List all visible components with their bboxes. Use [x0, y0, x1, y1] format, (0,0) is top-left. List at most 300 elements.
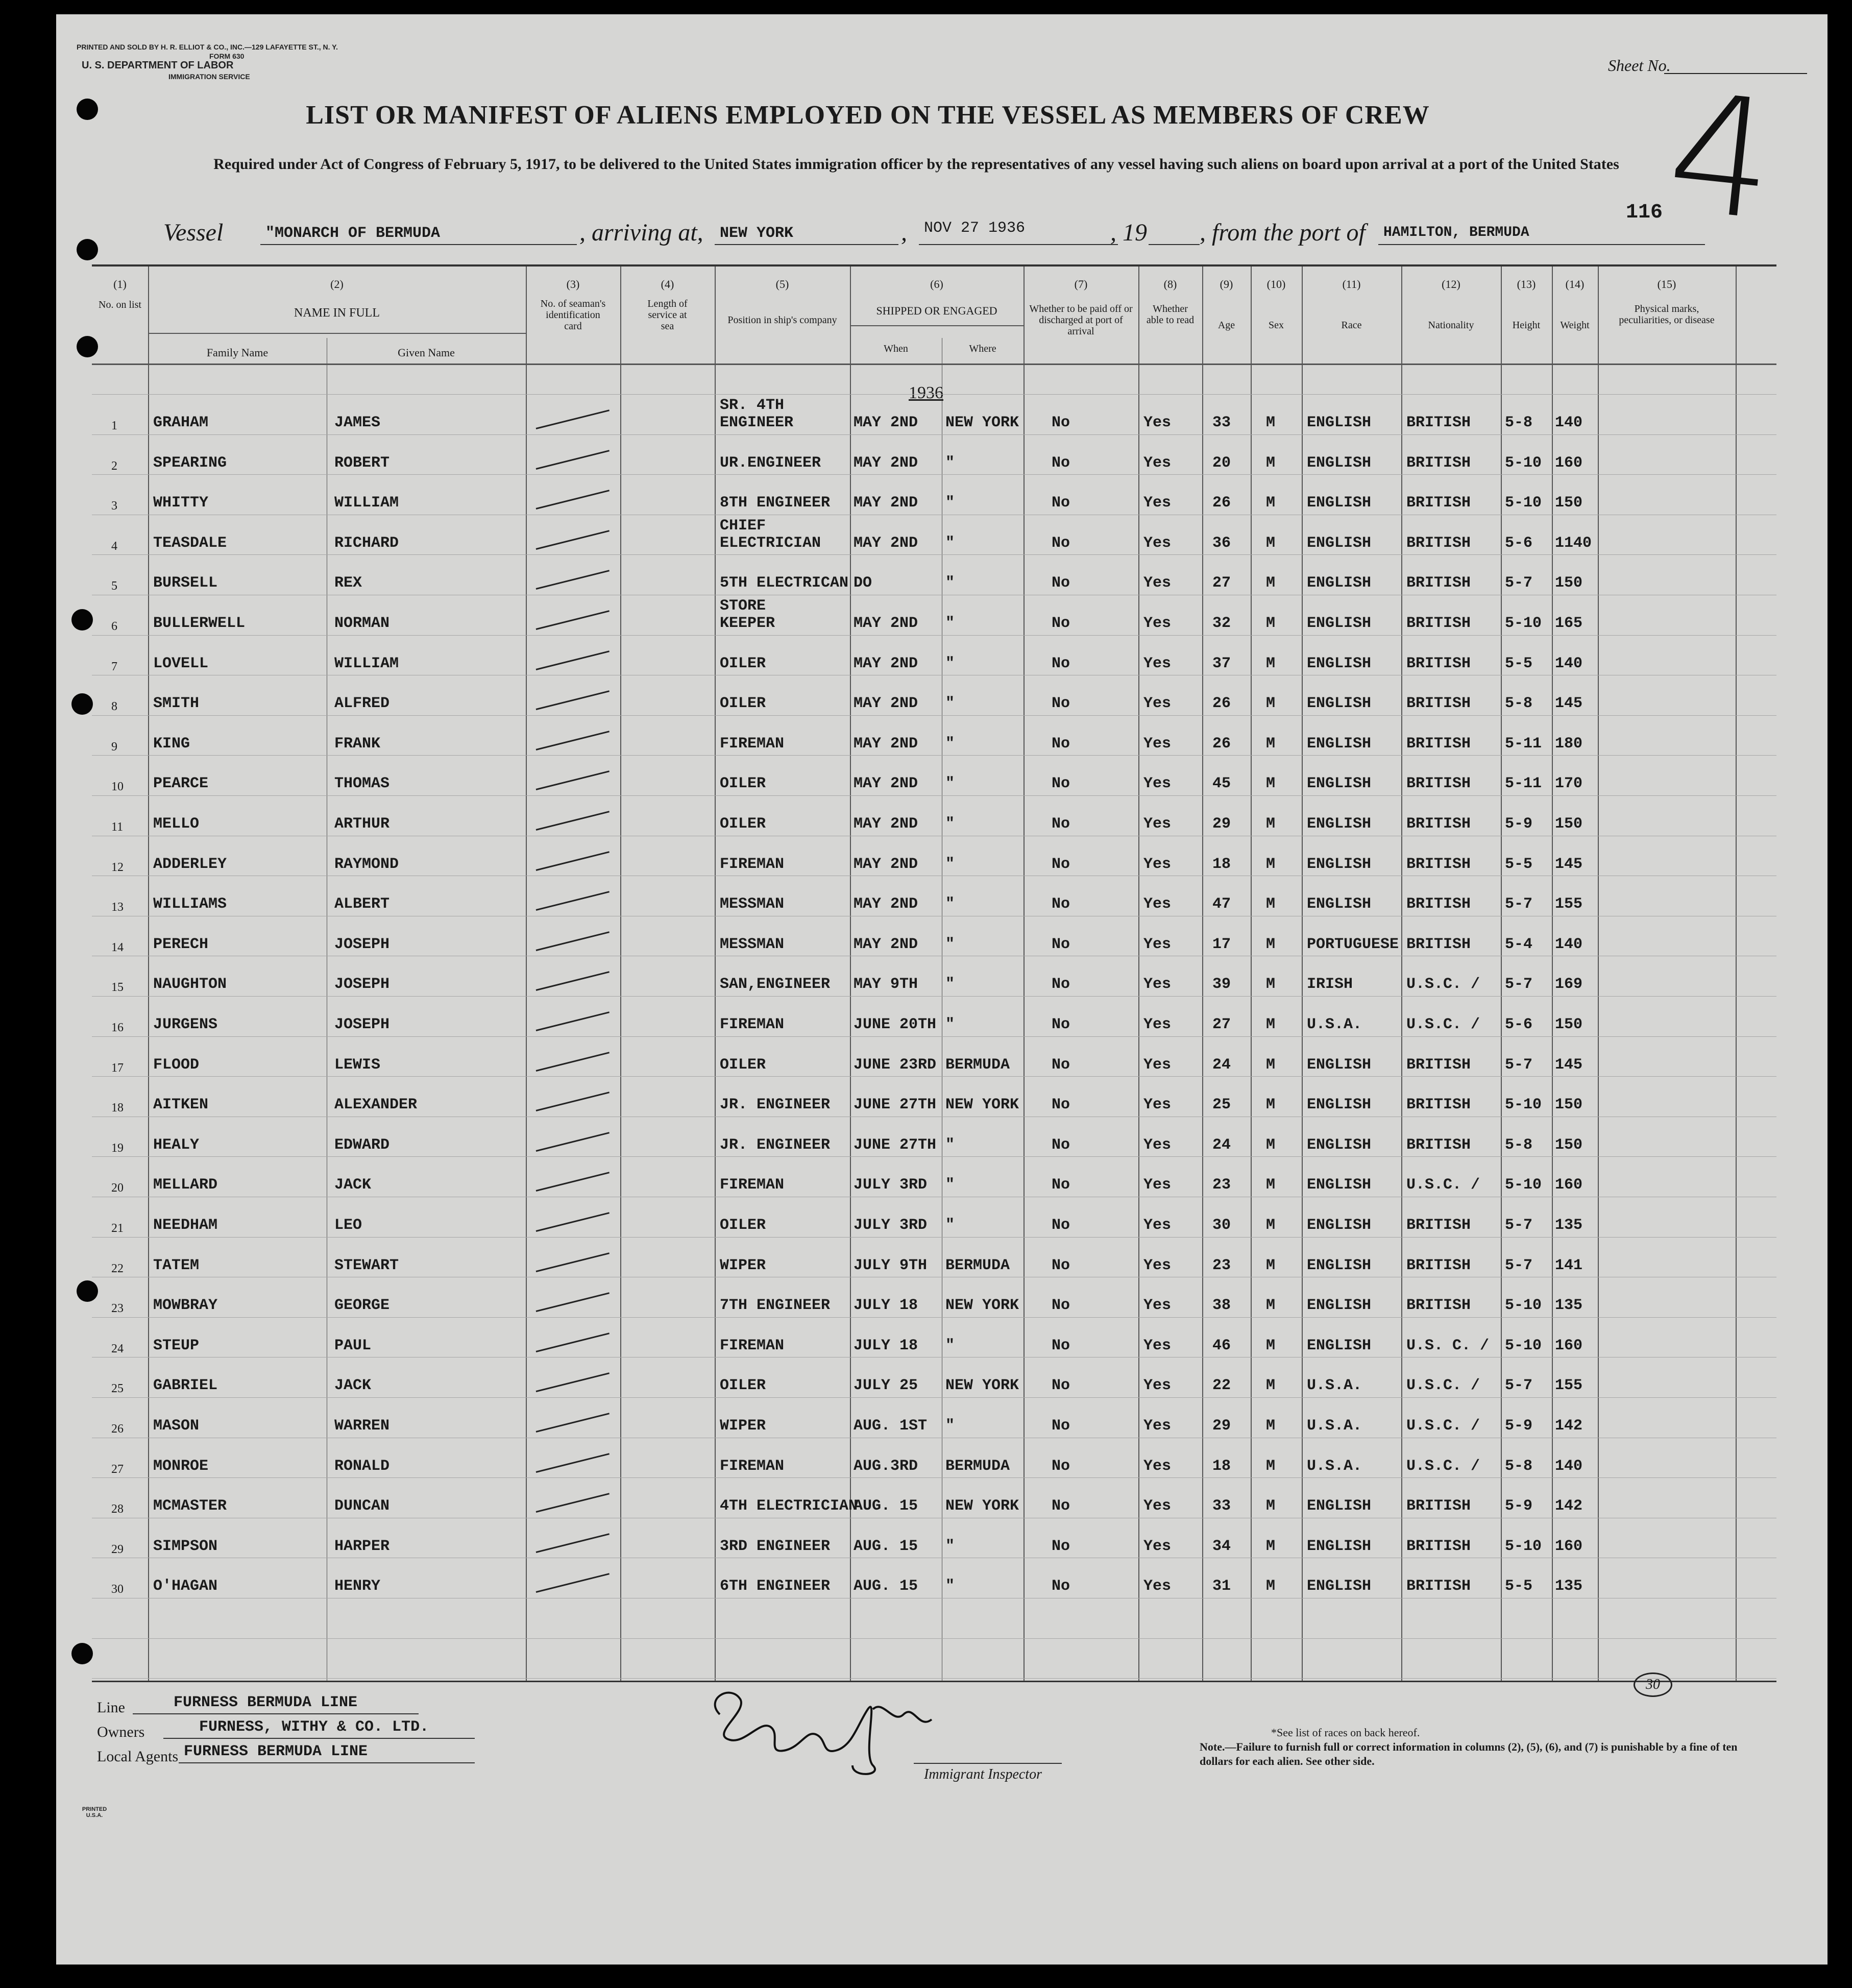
cell-read: Yes	[1143, 454, 1172, 472]
cell-weight: 135	[1555, 1297, 1583, 1315]
cell-family: BULLERWELL	[153, 615, 246, 632]
cell-no: 30	[111, 1583, 124, 1596]
cell-read: Yes	[1143, 1377, 1172, 1395]
cell-paid: No	[1052, 414, 1070, 431]
punch-hole	[71, 1643, 93, 1664]
cell-position: OILER	[720, 1217, 766, 1234]
cell-family: BURSELL	[153, 574, 218, 592]
cell-given: NORMAN	[334, 615, 390, 632]
cell-height: 5-11	[1505, 735, 1542, 753]
cell-read: Yes	[1143, 976, 1172, 993]
col-rule	[1024, 266, 1025, 1681]
cell-height: 5-4	[1505, 935, 1533, 953]
column-number: (15)	[1657, 278, 1676, 290]
cell-position: FIREMAN	[720, 1457, 785, 1475]
cell-family: ADDERLEY	[153, 855, 227, 873]
col-rule	[620, 266, 621, 1681]
cell-age: 30	[1212, 1217, 1231, 1234]
cell-height: 5-10	[1505, 1537, 1542, 1555]
cell-no: 14	[111, 940, 124, 954]
cell-race: ENGLISH	[1307, 615, 1372, 632]
cell-paid: No	[1052, 1457, 1070, 1475]
col-rule	[1736, 266, 1737, 1681]
cell-age: 22	[1212, 1377, 1231, 1395]
cell-family: PERECH	[153, 935, 209, 953]
cell-position: SR. 4TH	[720, 397, 785, 414]
cell-where: NEW YORK	[945, 1297, 1019, 1315]
cell-read: Yes	[1143, 815, 1172, 833]
cell-read: Yes	[1143, 1497, 1172, 1515]
cell-race: ENGLISH	[1307, 815, 1372, 833]
department: U. S. DEPARTMENT OF LABOR	[82, 60, 234, 71]
cell-family: NAUGHTON	[153, 976, 227, 993]
cell-age: 32	[1212, 615, 1231, 632]
grid-line	[92, 1076, 1776, 1077]
cell-where: "	[945, 494, 955, 512]
grid-line	[92, 1477, 1776, 1478]
cell-read: Yes	[1143, 414, 1172, 431]
cell-where: NEW YORK	[945, 1377, 1019, 1395]
cell-no: 20	[111, 1181, 124, 1195]
column-header-service-length: Length of service at sea	[647, 298, 688, 332]
cell-paid: No	[1052, 976, 1070, 993]
cell-nationality: U.S.C. /	[1406, 1176, 1480, 1194]
cell-age: 39	[1212, 976, 1231, 993]
cell-where: "	[945, 1217, 955, 1234]
cell-sex: M	[1266, 855, 1276, 873]
manifest-sheet	[56, 14, 1827, 1965]
owners-label: Owners	[97, 1724, 145, 1740]
cell-position: FIREMAN	[720, 1337, 785, 1354]
cell-when: MAY 2ND	[854, 534, 918, 552]
cell-weight: 150	[1555, 1136, 1583, 1154]
cell-position: OILER	[720, 775, 766, 793]
cell-when: JUNE 20TH	[854, 1016, 937, 1033]
cell-where: "	[945, 534, 955, 552]
cell-age: 33	[1212, 414, 1231, 431]
cell-paid: No	[1052, 1297, 1070, 1315]
cell-no: 8	[111, 700, 117, 714]
cell-weight: 170	[1555, 775, 1583, 793]
cell-given: FRANK	[334, 735, 381, 753]
column-number: (5)	[775, 278, 789, 290]
cell-where: "	[945, 1337, 955, 1354]
check-mark	[536, 731, 610, 750]
form-code: 116	[1626, 201, 1663, 224]
cell-family: MELLARD	[153, 1176, 218, 1194]
cell-age: 26	[1212, 695, 1231, 713]
cell-sex: M	[1266, 414, 1276, 431]
check-mark	[536, 891, 610, 911]
cell-given: THOMAS	[334, 775, 390, 793]
year-note: 1936	[909, 383, 943, 402]
cell-no: 24	[111, 1342, 124, 1355]
cell-when: MAY 2ND	[854, 414, 918, 431]
cell-read: Yes	[1143, 534, 1172, 552]
cell-weight: 135	[1555, 1217, 1583, 1234]
cell-weight: 150	[1555, 494, 1583, 512]
cell-height: 5-8	[1505, 1457, 1533, 1475]
cell-where: "	[945, 654, 955, 672]
inspector-label: Immigrant Inspector	[924, 1766, 1042, 1782]
cell-race: ENGLISH	[1307, 494, 1372, 512]
cell-family: HEALY	[153, 1136, 200, 1154]
cell-no: 7	[111, 660, 117, 673]
cell-race: ENGLISH	[1307, 534, 1372, 552]
cell-age: 27	[1212, 1016, 1231, 1033]
cell-read: Yes	[1143, 1096, 1172, 1114]
column-header-where: Where	[969, 343, 996, 354]
cell-height: 5-6	[1505, 1016, 1533, 1033]
col-rule	[850, 266, 851, 1681]
cell-no: 15	[111, 981, 124, 995]
cell-no: 3	[111, 499, 117, 513]
cell-position: OILER	[720, 815, 766, 833]
column-header-given-name: Given Name	[398, 346, 455, 359]
cell-nationality: BRITISH	[1406, 1256, 1471, 1274]
cell-no: 16	[111, 1021, 124, 1034]
cell-weight: 135	[1555, 1578, 1583, 1595]
cell-height: 5-7	[1505, 1056, 1533, 1074]
cell-when: AUG.3RD	[854, 1457, 918, 1475]
cell-nationality: U.S.C. /	[1406, 1457, 1480, 1475]
column-number: (12)	[1442, 278, 1460, 290]
cell-paid: No	[1052, 654, 1070, 672]
cell-race: ENGLISH	[1307, 735, 1372, 753]
year-label: , 19	[1110, 219, 1147, 246]
cell-height: 5-7	[1505, 1256, 1533, 1274]
col-rule	[1138, 266, 1139, 1681]
cell-weight: 155	[1555, 895, 1583, 913]
cell-sex: M	[1266, 976, 1276, 993]
column-number: (1)	[113, 278, 127, 290]
cell-race: ENGLISH	[1307, 695, 1372, 713]
cell-given: HENRY	[334, 1578, 381, 1595]
sheet-number-label: Sheet No.	[1608, 56, 1671, 75]
grid-line	[92, 1397, 1776, 1398]
cell-nationality: BRITISH	[1406, 1217, 1471, 1234]
cell-paid: No	[1052, 1056, 1070, 1074]
cell-weight: 160	[1555, 1176, 1583, 1194]
cell-family: LOVELL	[153, 654, 209, 672]
cell-paid: No	[1052, 1497, 1070, 1515]
cell-age: 36	[1212, 534, 1231, 552]
column-header-no: No. on list	[99, 299, 141, 310]
check-mark	[536, 409, 610, 429]
owners-value: FURNESS, WITHY & CO. LTD.	[199, 1718, 429, 1736]
cell-age: 47	[1212, 895, 1231, 913]
cell-nationality: BRITISH	[1406, 534, 1471, 552]
cell-given: LEO	[334, 1217, 362, 1234]
cell-read: Yes	[1143, 1578, 1172, 1595]
column-number: (8)	[1163, 278, 1177, 290]
check-mark	[536, 1212, 610, 1232]
cell-weight: 150	[1555, 1096, 1583, 1114]
cell-nationality: BRITISH	[1406, 1056, 1471, 1074]
cell-nationality: U.S.C. /	[1406, 976, 1480, 993]
total-count: 30	[1634, 1672, 1672, 1697]
cell-weight: 142	[1555, 1497, 1583, 1515]
cell-paid: No	[1052, 1537, 1070, 1555]
cell-read: Yes	[1143, 574, 1172, 592]
cell-nationality: BRITISH	[1406, 815, 1471, 833]
cell-nationality: BRITISH	[1406, 654, 1471, 672]
cell-race: ENGLISH	[1307, 454, 1372, 472]
cell-paid: No	[1052, 855, 1070, 873]
cell-when: MAY 2ND	[854, 615, 918, 632]
cell-sex: M	[1266, 1578, 1276, 1595]
cell-nationality: BRITISH	[1406, 775, 1471, 793]
column-number: (10)	[1266, 278, 1286, 290]
date-comma: ,	[901, 219, 907, 246]
cell-given: JACK	[334, 1377, 372, 1395]
cell-family: TATEM	[153, 1256, 200, 1274]
header-rule	[850, 325, 1024, 326]
from-port-underline	[1378, 244, 1705, 245]
column-number: (2)	[330, 278, 344, 290]
check-mark	[536, 690, 610, 710]
cell-when: MAY 2ND	[854, 735, 918, 753]
cell-sex: M	[1266, 1096, 1276, 1114]
column-header-age: Age	[1217, 320, 1235, 331]
cell-when: JULY 3RD	[854, 1217, 928, 1234]
cell-given: WILLIAM	[334, 494, 399, 512]
cell-where: "	[945, 935, 955, 953]
arrival-date: NOV 27 1936	[924, 220, 1026, 237]
cell-sex: M	[1266, 454, 1276, 472]
grid-line	[92, 635, 1776, 636]
cell-position-line2: KEEPER	[720, 615, 775, 632]
punch-hole	[71, 609, 93, 631]
cell-height: 5-10	[1505, 1176, 1542, 1194]
cell-height: 5-9	[1505, 1417, 1533, 1435]
cell-race: ENGLISH	[1307, 1578, 1372, 1595]
cell-height: 5-10	[1505, 454, 1542, 472]
cell-paid: No	[1052, 1016, 1070, 1033]
check-mark	[536, 650, 610, 670]
inspector-signature	[699, 1679, 934, 1781]
cell-position: 8TH ENGINEER	[720, 494, 831, 512]
check-mark	[536, 811, 610, 831]
cell-weight: 140	[1555, 654, 1583, 672]
cell-given: ALFRED	[334, 695, 390, 713]
cell-read: Yes	[1143, 935, 1172, 953]
cell-sex: M	[1266, 775, 1276, 793]
cell-sex: M	[1266, 1176, 1276, 1194]
cell-nationality: BRITISH	[1406, 735, 1471, 753]
cell-no: 18	[111, 1101, 124, 1115]
cell-age: 24	[1212, 1056, 1231, 1074]
cell-given: DUNCAN	[334, 1497, 390, 1515]
cell-position: FIREMAN	[720, 1176, 785, 1194]
column-header-id-card: No. of seaman's identification card	[540, 298, 606, 332]
cell-when: MAY 2ND	[854, 815, 918, 833]
cell-race: ENGLISH	[1307, 1217, 1372, 1234]
crew-table	[92, 264, 1776, 1682]
check-mark	[536, 1292, 610, 1312]
cell-position-line2: ELECTRICIAN	[720, 534, 821, 552]
cell-age: 29	[1212, 1417, 1231, 1435]
cell-weight: 155	[1555, 1377, 1583, 1395]
cell-where: "	[945, 775, 955, 793]
cell-weight: 150	[1555, 574, 1583, 592]
punch-hole	[77, 239, 98, 260]
header-rule	[148, 333, 526, 334]
column-header-shipped: SHIPPED OR ENGAGED	[876, 304, 997, 317]
cell-nationality: U.S. C. /	[1406, 1337, 1490, 1354]
cell-height: 5-8	[1505, 1136, 1533, 1154]
check-mark	[536, 1132, 610, 1152]
cell-where: "	[945, 735, 955, 753]
cell-nationality: BRITISH	[1406, 615, 1471, 632]
column-header-nationality: Nationality	[1428, 320, 1474, 331]
cell-paid: No	[1052, 1176, 1070, 1194]
check-mark	[536, 1011, 610, 1031]
cell-height: 5-5	[1505, 1578, 1533, 1595]
cell-family: WHITTY	[153, 494, 209, 512]
grid-line	[92, 1678, 1776, 1679]
cell-nationality: BRITISH	[1406, 1096, 1471, 1114]
agents-value: FURNESS BERMUDA LINE	[184, 1743, 368, 1760]
cell-read: Yes	[1143, 1256, 1172, 1274]
cell-family: WILLIAMS	[153, 895, 227, 913]
cell-paid: No	[1052, 735, 1070, 753]
cell-nationality: BRITISH	[1406, 1578, 1471, 1595]
cell-when: MAY 2ND	[854, 695, 918, 713]
cell-when: JULY 25	[854, 1377, 918, 1395]
column-number: (11)	[1342, 278, 1361, 290]
cell-height: 5-7	[1505, 1217, 1533, 1234]
cell-family: SIMPSON	[153, 1537, 218, 1555]
cell-sex: M	[1266, 1297, 1276, 1315]
vessel-underline	[260, 244, 577, 245]
cell-sex: M	[1266, 654, 1276, 672]
cell-age: 25	[1212, 1096, 1231, 1114]
column-header-position: Position in ship's company	[727, 314, 837, 326]
cell-where: "	[945, 695, 955, 713]
cell-paid: No	[1052, 615, 1070, 632]
cell-family: MOWBRAY	[153, 1297, 218, 1315]
cell-given: WARREN	[334, 1417, 390, 1435]
column-number: (7)	[1074, 278, 1088, 290]
cell-no: 1	[111, 419, 117, 432]
cell-race: U.S.A.	[1307, 1457, 1362, 1475]
grid-line	[92, 394, 1776, 395]
col-rule	[1202, 266, 1203, 1681]
check-mark	[536, 450, 610, 470]
cell-read: Yes	[1143, 775, 1172, 793]
column-number: (3)	[566, 278, 580, 290]
cell-weight: 141	[1555, 1256, 1583, 1274]
cell-when: AUG. 15	[854, 1537, 918, 1555]
arriving-label: , arriving at,	[579, 219, 703, 246]
cell-read: Yes	[1143, 1176, 1172, 1194]
cell-age: 17	[1212, 935, 1231, 953]
cell-sex: M	[1266, 534, 1276, 552]
cell-read: Yes	[1143, 1457, 1172, 1475]
cell-no: 2	[111, 459, 117, 473]
column-header-family-name: Family Name	[206, 346, 269, 359]
cell-sex: M	[1266, 1537, 1276, 1555]
grid-line	[92, 1036, 1776, 1037]
cell-position: JR. ENGINEER	[720, 1136, 831, 1154]
cell-height: 5-8	[1505, 695, 1533, 713]
check-mark	[536, 570, 610, 590]
cell-family: JURGENS	[153, 1016, 218, 1033]
cell-race: ENGLISH	[1307, 1096, 1372, 1114]
cell-age: 18	[1212, 855, 1231, 873]
cell-family: FLOOD	[153, 1056, 200, 1074]
cell-sex: M	[1266, 895, 1276, 913]
check-mark	[536, 490, 610, 510]
cell-paid: No	[1052, 1377, 1070, 1395]
cell-sex: M	[1266, 494, 1276, 512]
cell-given: JAMES	[334, 414, 381, 431]
date-underline	[919, 244, 1118, 245]
cell-where: BERMUDA	[945, 1256, 1010, 1274]
check-mark	[536, 1413, 610, 1433]
cell-paid: No	[1052, 815, 1070, 833]
column-header-race: Race	[1341, 320, 1362, 331]
line-underline	[133, 1713, 419, 1714]
cell-where: "	[945, 1578, 955, 1595]
cell-race: ENGLISH	[1307, 1297, 1372, 1315]
cell-no: 9	[111, 740, 117, 754]
cell-read: Yes	[1143, 1297, 1172, 1315]
col-rule	[148, 266, 149, 1681]
cell-sex: M	[1266, 1217, 1276, 1234]
cell-where: "	[945, 815, 955, 833]
check-mark	[536, 1453, 610, 1473]
column-number: (4)	[661, 278, 674, 290]
cell-read: Yes	[1143, 1537, 1172, 1555]
cell-age: 31	[1212, 1578, 1231, 1595]
cell-race: ENGLISH	[1307, 1056, 1372, 1074]
cell-where: "	[945, 1016, 955, 1033]
cell-given: GEORGE	[334, 1297, 390, 1315]
cell-family: MELLO	[153, 815, 200, 833]
cell-given: JOSEPH	[334, 976, 390, 993]
cell-where: BERMUDA	[945, 1056, 1010, 1074]
year-underline	[1149, 244, 1200, 245]
cell-no: 23	[111, 1302, 124, 1316]
cell-height: 5-10	[1505, 615, 1542, 632]
cell-when: JULY 18	[854, 1337, 918, 1354]
vessel-label: Vessel	[163, 219, 224, 246]
cell-given: ALEXANDER	[334, 1096, 418, 1114]
cell-given: JOSEPH	[334, 1016, 390, 1033]
column-header-height: Height	[1512, 320, 1541, 331]
service: IMMIGRATION SERVICE	[168, 72, 250, 81]
cell-nationality: BRITISH	[1406, 935, 1471, 953]
cell-position: STORE	[720, 597, 766, 615]
col-rule	[1552, 266, 1553, 1681]
cell-sex: M	[1266, 1417, 1276, 1435]
cell-when: MAY 2ND	[854, 935, 918, 953]
cell-paid: No	[1052, 775, 1070, 793]
cell-paid: No	[1052, 1337, 1070, 1354]
cell-nationality: BRITISH	[1406, 574, 1471, 592]
cell-sex: M	[1266, 1497, 1276, 1515]
grid-line	[92, 434, 1776, 435]
cell-where: "	[945, 855, 955, 873]
cell-weight: 150	[1555, 1016, 1583, 1033]
cell-age: 34	[1212, 1537, 1231, 1555]
cell-given: LEWIS	[334, 1056, 381, 1074]
cell-when: JULY 3RD	[854, 1176, 928, 1194]
cell-position: OILER	[720, 1377, 766, 1395]
cell-age: 20	[1212, 454, 1231, 472]
